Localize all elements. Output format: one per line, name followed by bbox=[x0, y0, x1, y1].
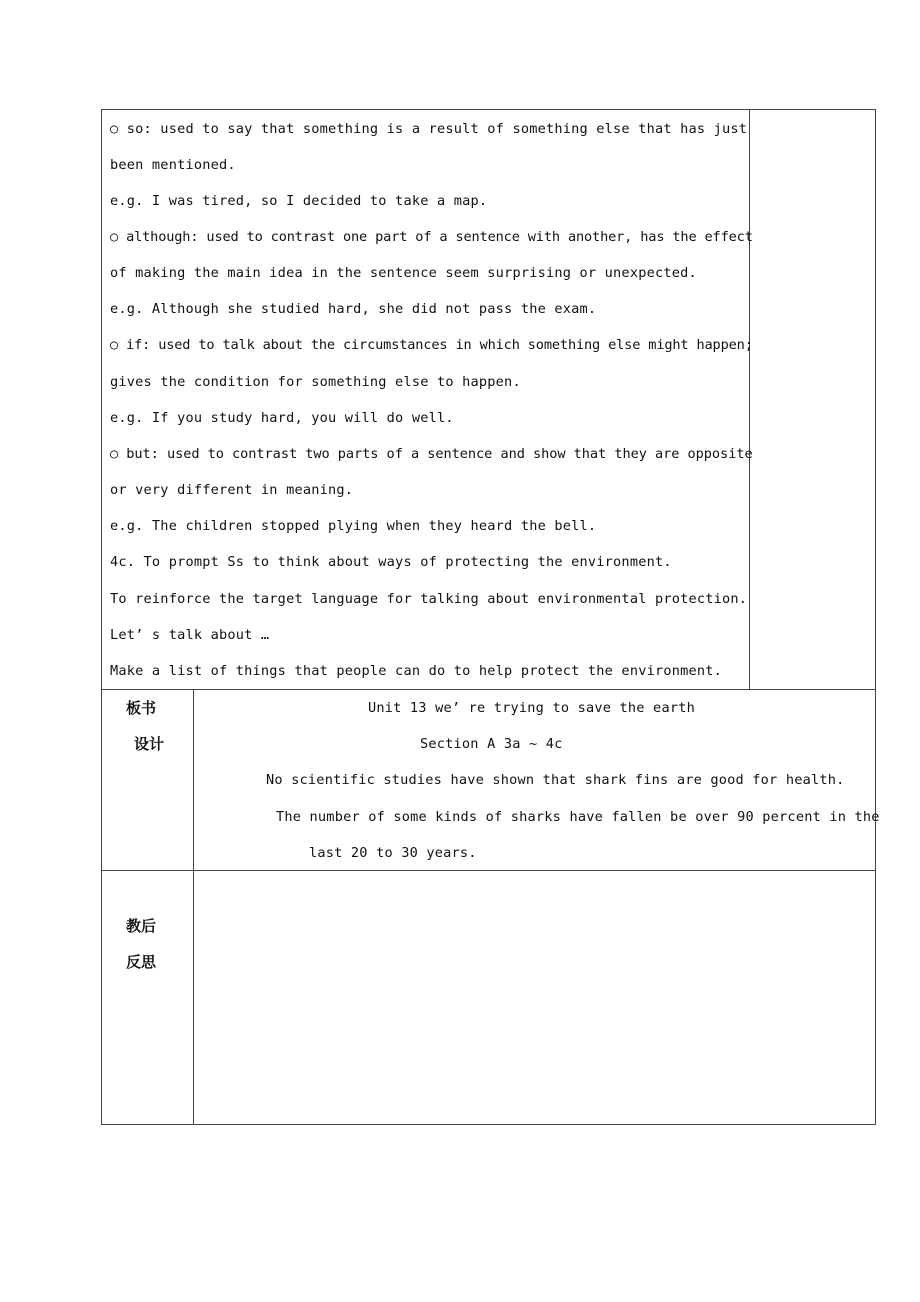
text-line-5: of making the main idea in the sentence seem surprising or unexpected. bbox=[110, 265, 697, 281]
text-line-16: Make a list of things that people can do to help protect the environment. bbox=[110, 663, 723, 679]
board-title: Unit 13 we’ re trying to save the earth bbox=[368, 700, 695, 716]
text-line-6: e.g. Although she studied hard, she did not pass the exam. bbox=[110, 301, 597, 317]
board-section: Section A 3a ~ 4c bbox=[420, 736, 563, 752]
reflection-content-area[interactable] bbox=[194, 871, 875, 1124]
text-line-12: e.g. The children stopped plying when they heard the bell. bbox=[110, 518, 597, 534]
board-design-label-2: 设计 bbox=[134, 735, 165, 753]
board-sentence-2-cont: last 20 to 30 years. bbox=[309, 845, 477, 861]
text-line-15: Let’ s talk about … bbox=[110, 627, 270, 643]
border-left bbox=[101, 109, 102, 1125]
text-line-3: e.g. I was tired, so I decided to take a map. bbox=[110, 193, 488, 209]
text-line-13: 4c. To prompt Ss to think about ways of protecting the environment. bbox=[110, 554, 672, 570]
row-separator-1 bbox=[101, 689, 876, 690]
text-line-14: To reinforce the target language for talking about environmental protection. bbox=[110, 591, 748, 607]
text-line-11: or very different in meaning. bbox=[110, 482, 354, 498]
text-line-7: ○ if: used to talk about the circumstances in which something else might happen; bbox=[110, 337, 753, 353]
board-sentence-2: The number of some kinds of sharks have fallen be over 90 percent in the bbox=[276, 809, 880, 825]
text-line-1: ○ so: used to say that something is a result of something else that has just bbox=[110, 121, 748, 137]
divider-top-right bbox=[749, 109, 750, 689]
text-line-8: gives the condition for something else to happen. bbox=[110, 374, 521, 390]
border-top bbox=[101, 109, 876, 110]
text-line-9: e.g. If you study hard, you will do well. bbox=[110, 410, 454, 426]
border-bottom bbox=[101, 1124, 876, 1125]
reflection-label-2: 反思 bbox=[126, 953, 157, 971]
text-line-4: ○ although: used to contrast one part of a sentence with another, has the effect bbox=[110, 229, 753, 245]
board-design-label-1: 板书 bbox=[126, 699, 157, 717]
border-right bbox=[875, 109, 876, 1125]
board-sentence-1: No scientific studies have shown that shark fins are good for health. bbox=[266, 772, 845, 788]
text-line-2: been mentioned. bbox=[110, 157, 236, 173]
text-line-10: ○ but: used to contrast two parts of a sentence and show that they are opposite bbox=[110, 446, 753, 462]
reflection-label-1: 教后 bbox=[126, 917, 157, 935]
